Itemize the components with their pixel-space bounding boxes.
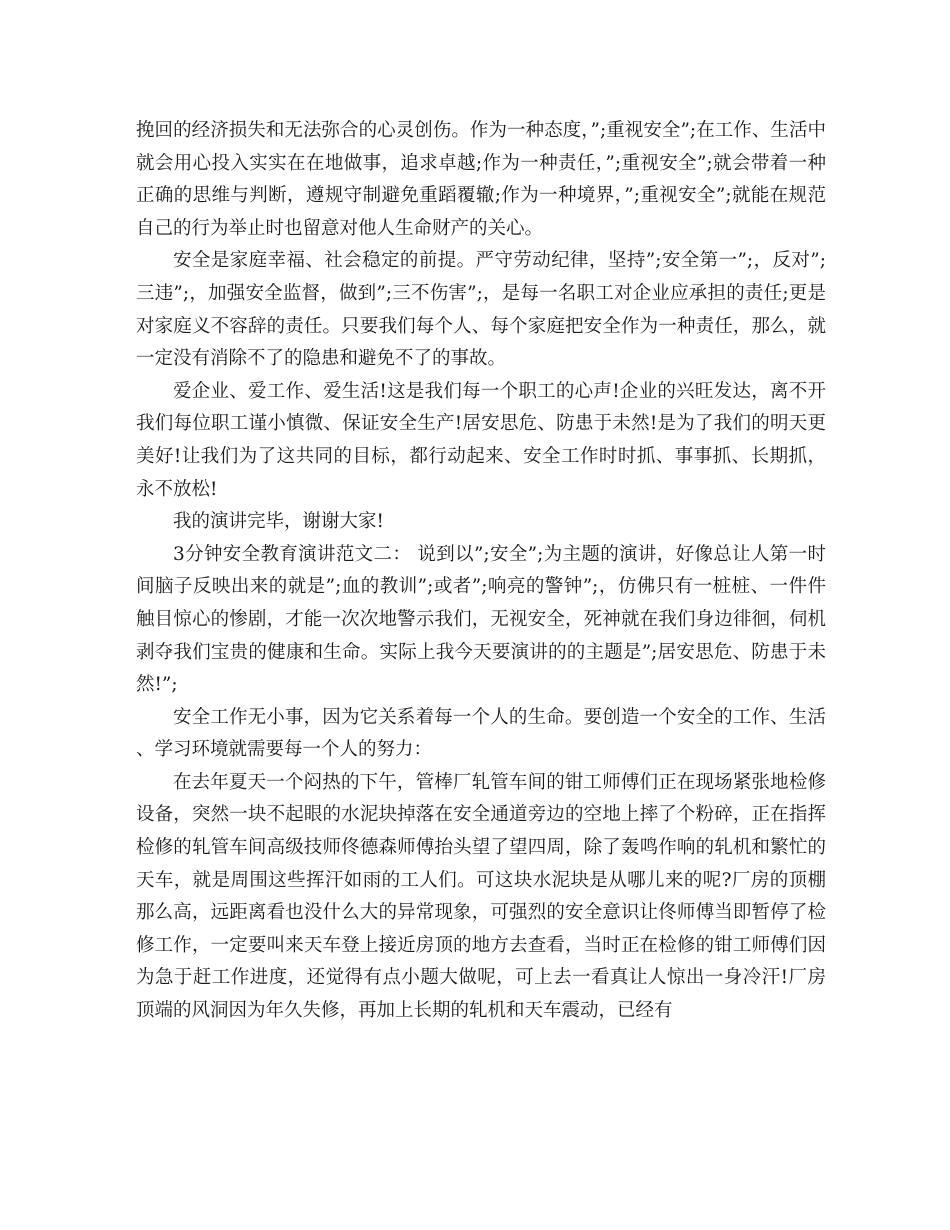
paragraph-family-safety: 安全是家庭幸福、社会稳定的前提。严守劳动纪律，坚持”;安全第一”;，反对”;三违”;，加强安全监督，做到”;三不伤害”;，是每一名职工对企业应承担的责任;更是对家庭义不容辞的责任。只要我们每个人、每个家庭把安全作为一种责任，那么，就一定没有消除不了的隐患和避免不了的事故。 [136,250,826,370]
document-body [136,115,826,1028]
paragraph-no-small-matter: 安全工作无小事，因为它关系着每一个人的生命。要创造一个安全的工作、生活、学习环境就需要每一个人的努力： [136,706,826,761]
paragraph-love-enterprise: 爱企业、爱工作、爱生活!这是我们每一个职工的心声!企业的兴旺发达，离不开我们每位职工谨小慎微、保证安全生产!居安思危、防患于未然!是为了我们的明天更美好!让我们为了这共同的目标，都行动起来、安全工作时时抓、事事抓、长期抓，永不放松! [136,380,826,500]
paragraph-closing: 我的演讲完毕，谢谢大家! [173,511,384,533]
paragraph-speech-two-intro: 3分钟安全教育演讲范文二： 说到以”;安全”;为主题的演讲，好像总让人第一时间脑子反映出来的就是”;血的教训”;或者”;响亮的警钟”;，仿佛只有一桩桩、一件件触目惊心的惨剧，才能一次次地警示我们，无视安全，死神就在我们身边徘徊，伺机剥夺我们宝贵的健康和生命。实际上我今天要演讲的的主题是”;居安思危、防患于未然!”; [136,543,826,696]
paragraph-continuation: 挽回的经济损失和无法弥合的心灵创伤。作为一种态度，”;重视安全”;在工作、生活中就会用心投入实实在在地做事，追求卓越;作为一种责任，”;重视安全”;就会带着一种正确的思维与判断，遵规守制避免重蹈覆辙;作为一种境界，”;重视安全”;就能在规范自己的行为举止时也留意对他人生命财产的关心。 [136,120,826,239]
paragraph-story: 在去年夏天一个闷热的下午，管棒厂轧管车间的钳工师傅们正在现场紧张地检修设备，突然一块不起眼的水泥块掉落在安全通道旁边的空地上摔了个粉碎，正在指挥检修的轧管车间高级技师佟德森师傅抬头望了望四周，除了轰鸣作响的轧机和繁忙的天车，就是周围这些挥汗如雨的工人们。可这块水泥块是从哪儿来的呢?厂房的顶棚那么高，远距离看也没什么大的异常现象，可强烈的安全意识让佟师傅当即暂停了检修工作，一定要叫来天车登上接近房顶的地方去查看，当时正在检修的钳工师傅们因为急于赶工作进度，还觉得有点小题大做呢，可上去一看真让人惊出一身冷汗!厂房顶端的风洞因为年久失修，再加上长期的轧机和天车震动，已经有 [136,771,826,1022]
